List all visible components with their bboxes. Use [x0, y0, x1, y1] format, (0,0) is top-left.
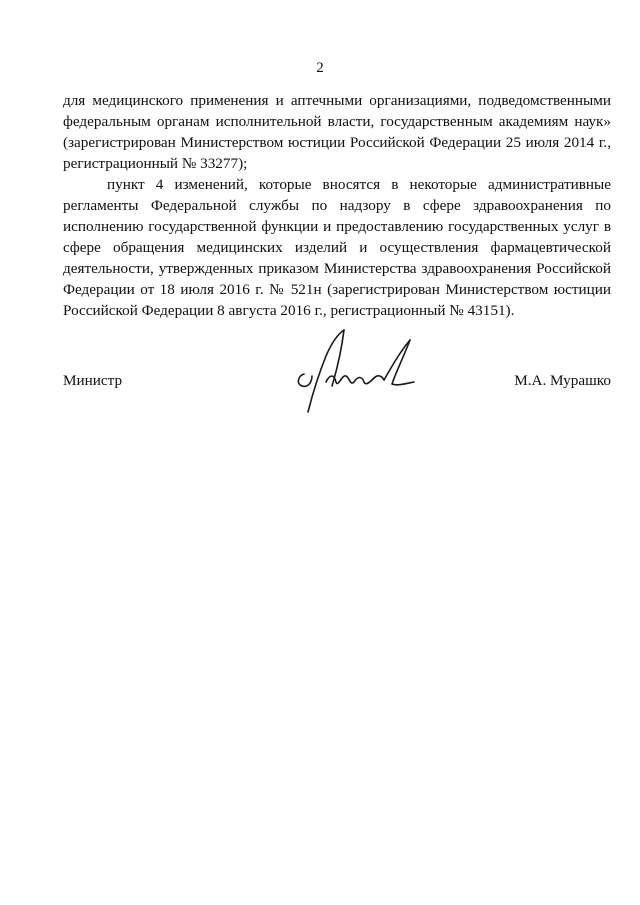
page-number: 2: [316, 60, 324, 76]
handwritten-signature: [292, 326, 422, 418]
signer-name: М.А. Мурашко: [514, 372, 611, 389]
paragraph-amendment-item: пункт 4 изменений, которые вносятся в некоторые административные регламенты Федеральной службы по надзору в сфере здравоохранения по исполнению государственной функции и предоставлению государственных услуг в сфере обращения медицинских изделий и осуществления фармацевтической деятельности, утвержденных приказом Министерства здравоохранения Российской Федерации от 18 июля 2016 г. № 521н (зарегистрирован Министерством юстиции Российской Федерации 8 августа 2016 г., регистрационный № 43151).: [63, 176, 611, 319]
signer-position: Министр: [63, 372, 123, 389]
paragraph-continuation: для медицинского применения и аптечными организациями, подведомственными федеральным органам исполнительной власти, государственным академиям наук» (зарегистрирован Министерством юстиции Российской Федерации 25 июля 2014 г., регистрационный № 33277);: [63, 92, 611, 172]
